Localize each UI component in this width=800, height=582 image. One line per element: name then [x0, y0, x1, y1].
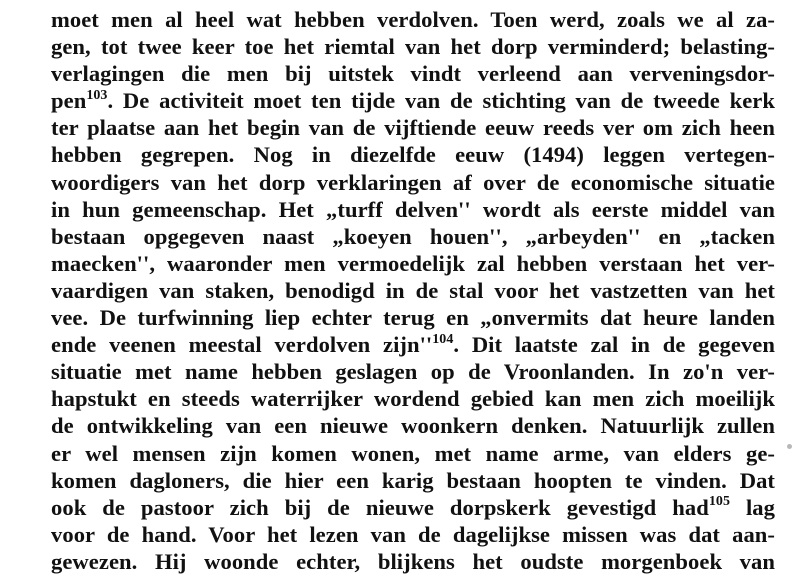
text-line — [51, 358, 775, 385]
line-text: hebben gegrepen. Nog in diezelfde eeuw (1494) leggen vertegen- — [51, 142, 775, 168]
text-line — [51, 331, 775, 358]
text-line — [51, 87, 775, 114]
line-text: ende veenen meestal verdolven zijn'' — [51, 332, 433, 358]
line-text: situatie met name hebben geslagen op de Vroonlanden. In zo'n ver- — [51, 359, 775, 385]
text-line — [51, 521, 775, 548]
line-text: bestaan opgegeven naast „koeyen houen'', „arbeyden'' en „tacken — [51, 223, 775, 249]
text-line — [51, 196, 775, 223]
line-text: gen, tot twee keer toe het riemtal van het dorp verminderd; belasting- — [51, 34, 775, 60]
line-text: pen — [51, 88, 87, 114]
line-text: lag — [730, 494, 775, 520]
line-text: ter plaatse aan het begin van de vijftiende eeuw reeds ver om zich heen — [51, 115, 775, 141]
line-text: verlagingen die men bij uitstek vindt verleend aan verveningsdor- — [51, 61, 775, 87]
text-line — [51, 33, 775, 60]
text-line — [51, 141, 775, 168]
text-line — [51, 440, 775, 467]
line-text: er wel mensen zijn komen wonen, met name arme, van elders ge- — [51, 440, 775, 466]
line-text: moet men al heel wat hebben verdolven. Toen werd, zoals we al za- — [51, 7, 775, 32]
footnote-ref: 104 — [432, 331, 454, 347]
line-text: ook de pastoor zich bij de nieuwe dorpskerk gevestigd had — [51, 494, 709, 520]
text-line — [51, 385, 775, 412]
line-text: hapstukt en steeds waterrijker wordend gebied kan men zich moeilijk — [51, 386, 775, 412]
text-line — [51, 412, 775, 439]
footnote-ref: 105 — [708, 494, 730, 510]
text-line — [51, 6, 775, 33]
text-line — [51, 169, 775, 196]
line-text: vee. De turfwinning liep echter terug en „onvermits dat heure landen — [51, 305, 775, 331]
line-text: . De activiteit moet ten tijde van de stichting van de tweede kerk — [107, 88, 775, 114]
text-line — [51, 114, 775, 141]
line-text: . Dit laatste zal in de gegeven — [453, 332, 775, 358]
body-text — [51, 6, 775, 575]
scan-speck — [787, 444, 792, 449]
footnote-ref: 103 — [86, 87, 108, 103]
line-text: maecken'', waaronder men vermoedelijk zal hebben verstaan het ver- — [51, 250, 775, 276]
line-text: in hun gemeenschap. Het „turff delven'' wordt als eerste middel van — [51, 196, 775, 222]
text-line — [51, 494, 775, 521]
line-text: vaardigen van staken, benodigd in de stal voor het vastzetten van het — [51, 277, 775, 303]
text-line — [51, 277, 775, 304]
text-line — [51, 467, 775, 494]
line-text: voor de hand. Voor het lezen van de dagelijkse missen was dat aan- — [51, 521, 775, 547]
text-line — [51, 250, 775, 277]
text-line — [51, 548, 775, 575]
line-text: gewezen. Hij woonde echter, blijkens het oudste morgenboek van — [51, 548, 775, 574]
text-line — [51, 223, 775, 250]
line-text: komen dagloners, die hier een karig bestaan hoopten te vinden. Dat — [51, 467, 775, 493]
text-line — [51, 304, 775, 331]
line-text: de ontwikkeling van een nieuwe woonkern denken. Natuurlijk zullen — [51, 413, 775, 439]
line-text: woordigers van het dorp verklaringen af over de economische situatie — [51, 169, 775, 195]
text-line — [51, 60, 775, 87]
